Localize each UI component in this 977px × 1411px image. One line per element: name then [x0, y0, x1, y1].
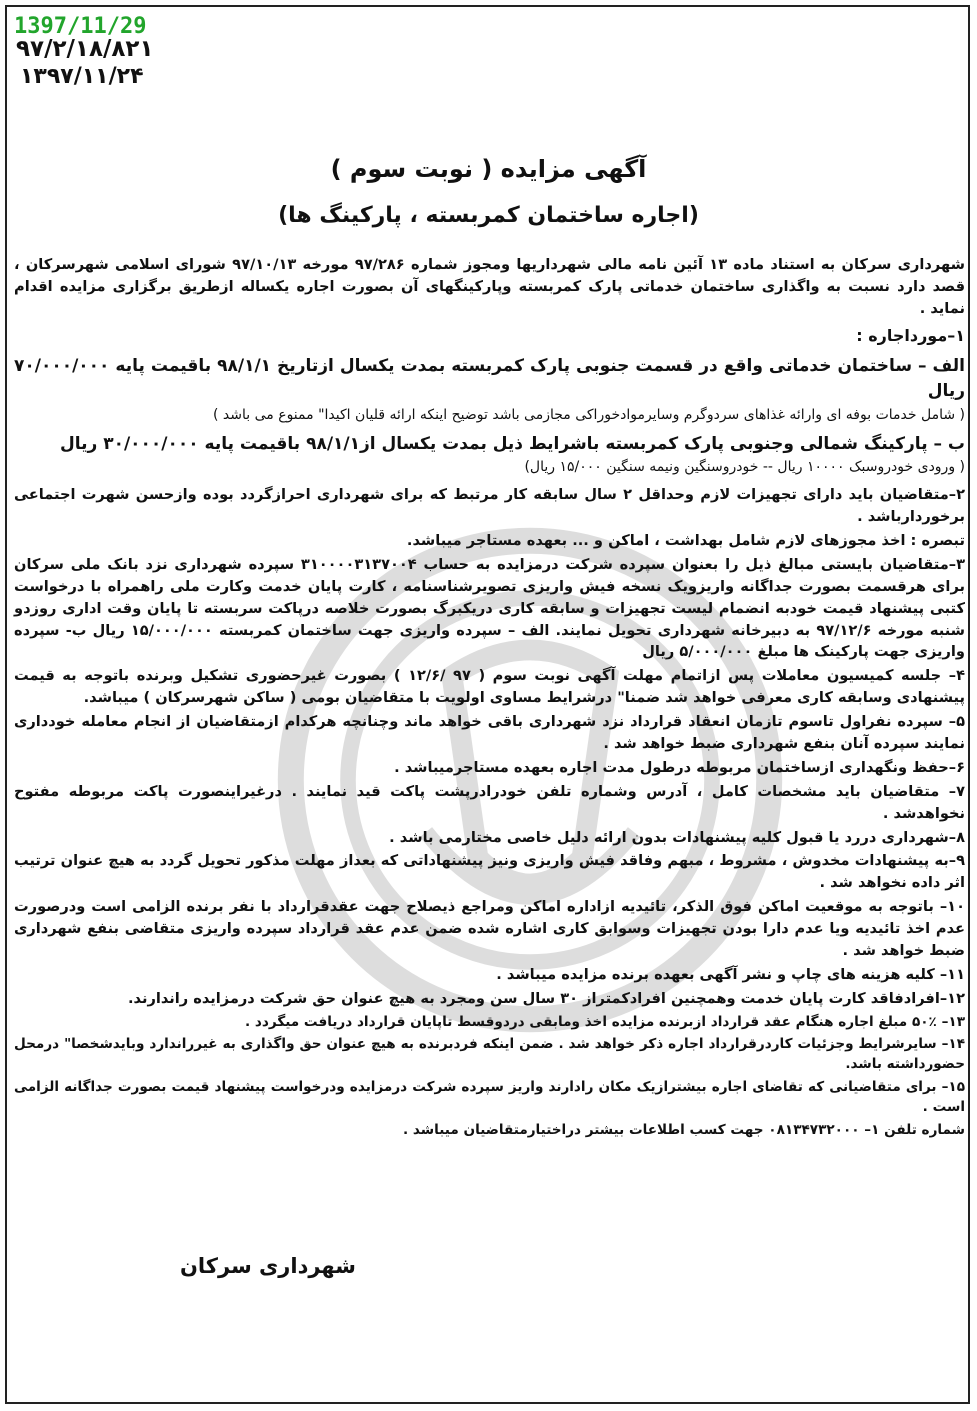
section-heading: ۱–مورداجاره : — [856, 325, 965, 345]
clause-8: ۸–شهرداری دررد یا قبول کلیه پیشنهادات بدون ارائه دلیل خاصی مختارمی باشد . — [389, 828, 965, 846]
registration-date: ۱۳۹۷/۱۱/۲۴ — [20, 64, 144, 89]
clause-2-note: تبصره : اخذ مجوزهای لازم شامل بهداشت ، اماکن و ... بعهده مستاجر میباشد. — [406, 531, 965, 549]
clause-14: ۱۴– سایرشرایط وجزئیات کاردرقرارداد اجاره ذکر خواهد شد . ضمن اینکه فردبرنده به هیچ عنوان حق واگذاری به غیرراندارد وبایدشخصا" درمحل حضورداشته باشد. — [14, 1036, 965, 1073]
clause-6: ۶–حفظ ونگهداری ازساختمان مربوطه درطول مدت اجاره بعهده مستاجرمیباشد . — [394, 758, 965, 776]
clause-9: ۹–به پیشنهادات مخدوش ، مشروط ، مبهم وفاقد فیش واریزی ونیز پیشنهاداتی که بعداز مهلت مذکور تحویل گردد به هیچ عنوان ترتیب اثر داده نخواهد شد . — [14, 852, 965, 892]
notice-subtitle: (اجاره ساختمان کمربسته ، پارکینگ ها) — [278, 203, 699, 228]
contact-phone: شماره تلفن ۱– ۰۸۱۳۴۷۳۲۰۰۰ جهت کسب اطلاعات بیشتر دراختیارمتقاضیان میباشد . — [403, 1121, 965, 1138]
lease-item-b: ب – پارکینگ شمالی وجنوبی پارک کمربسته باشرایط ذیل بمدت یکسال از۹۸/۱/۱ باقیمت پایه ۳۰/۰۰۰/۰۰۰ ریال — [59, 433, 965, 454]
clause-10: ۱۰– باتوجه به موقعیت اماکن فوق الذکر، تائیدیه ازاداره اماکن ومراجع ذیصلاح جهت عقدقرارداد با نفر برنده الزامی است ودرصورت عدم اخذ تائیدیه ویا عدم دارا بودن تجهیزات وسوابق کاری اشاره شده ضمن عدم عقد قرارداد سپرده واریزی متقاضی بنفع شهرداری ضبط خواهد شد . — [14, 898, 965, 959]
clause-15: ۱۵– برای متقاضیانی که تقاضای اجاره بیشترازیک مکان رادارند واریز سپرده شرکت درمزایده ودرخواست پیشنهاد قیمت بصورت جداگانه الزامی است . — [14, 1078, 965, 1116]
clause-2: ۲–متقاضیان باید دارای تجهیزات لازم وحداقل ۲ سال سابقه کار مرتبط که برای شهرداری احرازگردد بوده وازحسن شهرت اجتماعی برخوردارباشد . — [14, 486, 965, 526]
lease-item-a-note: ( شامل خدمات بوفه ای وارائه غذاهای سردوگرم وسایرموادخوراکی مجازمی باشد توضیح اینکه ارائه قلیان اکیدا" ممنوع می باشد ) — [213, 406, 965, 423]
lease-item-a: الف – ساختمان خدماتی واقع در قسمت جنوبی پارک کمربسته بمدت یکسال ازتاریخ ۹۸/۱/۱ باقیمت پایه ۷۰/۰۰۰/۰۰۰ ریال — [14, 355, 965, 402]
notice-title: آگهی مزایده ( نوبت سوم ) — [330, 155, 647, 183]
lease-item-b-note: ( ورودی خودروسبک ۱۰۰۰۰ ریال -- خودروسنگین ونیمه سنگین ۱۵/۰۰۰ ریال) — [524, 459, 965, 476]
intro-paragraph: شهرداری سرکان به استناد ماده ۱۳ آئین نامه مالی شهرداریها ومجوز شماره ۹۷/۲۸۶ مورخه ۹۷/۱۰/۱۳ شورای اسلامی شهرسرکان ، قصد دارد نسبت به واگذاری ساختمان خدماتی پارک کمربسته وپارکینگهای آن بصورت اجاره یکساله ازطریق برگزاری مزایده اقدام نماید . — [14, 256, 965, 317]
clause-7: ۷– متقاضیان باید مشخصات کامل ، آدرس وشماره تلفن خودرادرپشت پاکت قید نمایند . درغیراینصورت پاکت مربوطه مفتوح نخواهدشد . — [14, 782, 965, 822]
received-date-stamp: 1397/11/29 — [14, 14, 147, 39]
notice-body — [14, 254, 965, 1140]
signature: شهرداری سرکان — [180, 1254, 356, 1278]
registration-number: ۹۷/۲/۱۸/۸۲۱ — [16, 36, 154, 62]
clause-4: ۴– جلسه کمیسیون معاملات پس ازاتمام مهلت آگهی نوبت سوم ( ۹۷ /۱۲/۶ ) بصورت غیرحضوری تشکیل وبرنده باتوجه به قیمت پیشنهادی وسابقه کاری معرفی خواهد شد ضمنا" درشرایط مساوی اولویت با متقاضیان بومی ( ساکن شهرسرکان ) میباشد. — [14, 667, 965, 707]
clause-12: ۱۲–افرادفاقد کارت پایان خدمت وهمچنین افرادکمتراز ۳۰ سال سن ومجرد به هیچ عنوان حق شرکت درمزایده راندارند. — [128, 989, 965, 1007]
clause-5: ۵– سپرده نفراول تاسوم تازمان انعقاد قرارداد نزد شهرداری باقی خواهد ماند وچنانچه هرکدام ازمتقاضیان از انجام معامله خودداری نمایند سپرده آنان بنفع شهرداری ضبط خواهد شد . — [14, 713, 965, 752]
clause-3: ۳–متقاضیان بایستی مبالغ ذیل را بعنوان سپرده شرکت درمزایده به حساب ۳۱۰۰۰۰۳۱۳۷۰۰۴ سپرده شهرداری نزد بانک ملی سرکان برای هرقسمت بصورت جداگانه واریزویک نسخه فیش واریزی تصویرشناسنامه ، کارت پایان خدمت وکارت ملی راهمراه با درخواست کتبی پیشنهاد قیمت خودبه انضمام لیست تجهیزات و سابقه کاری دریکبرگ بصورت خلاصه درپاکت سربسته تا پایان وقت اداری روزدو شنبه مورخه ۹۷/۱۲/۶ به دبیرخانه شهرداری تحویل نمایند. الف – سپرده واریزی جهت ساختمان کمربسته ۱۵/۰۰۰/۰۰۰ ریال ب- سپرده واریزی جهت پارکینک ها مبلغ ۵/۰۰۰/۰۰۰ ریال — [14, 555, 965, 661]
clause-13: ۱۳– ۵۰٪ مبلغ اجاره هنگام عقد قرارداد ازبرنده مزایده اخذ ومابقی دردوقسط تاپایان قرارداد دریافت میگردد . — [245, 1013, 965, 1030]
clause-11: ۱۱– کلیه هزینه های چاپ و نشر آگهی بعهده برنده مزایده میباشد . — [496, 965, 965, 983]
